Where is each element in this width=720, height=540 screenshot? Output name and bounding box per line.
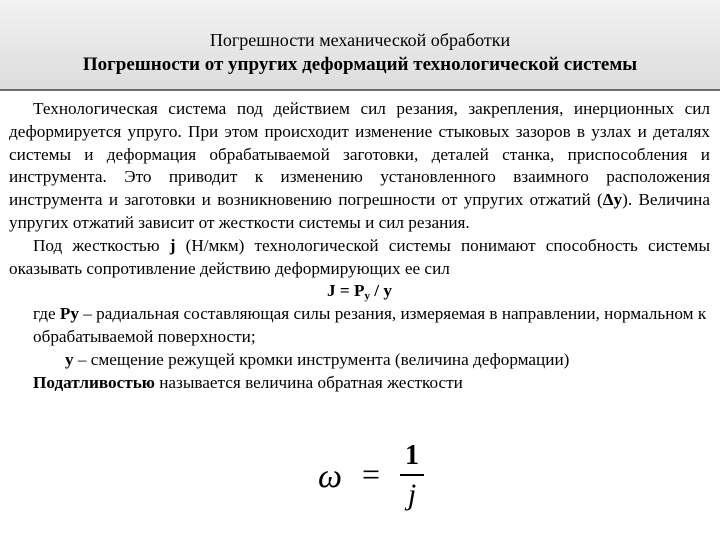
slide-body: [9, 98, 710, 394]
y-rest: – смещение режущей кромки инструмента (величина деформации): [73, 349, 570, 369]
para2-start: Под жесткостью: [33, 235, 170, 255]
slide-title: Погрешности механической обработки: [209, 30, 511, 50]
py-symbol: Py: [59, 304, 79, 324]
where-start: где: [33, 304, 60, 324]
fraction: [400, 440, 424, 512]
slide-subtitle: Погрешности от упругих деформаций технологической системы: [82, 54, 638, 75]
fraction-bar: [400, 474, 424, 476]
slide-header: [0, 0, 720, 91]
formula-J: J = P: [327, 281, 365, 301]
paragraph-system-deformation: [9, 98, 710, 235]
where-rest: – радиальная составляющая силы резания, измеряемая в направлении, нормальном к обрабатываемой поверхности;: [33, 304, 707, 346]
delta-y-symbol: Δy: [602, 190, 623, 210]
compliance-term: Податливостью: [33, 372, 155, 392]
equals-sign: =: [362, 456, 381, 492]
compliance-rest: называется величина обратная жесткости: [154, 372, 463, 392]
fraction-denominator: j: [407, 478, 417, 511]
definition-compliance: [9, 372, 710, 395]
paragraph-stiffness: [9, 235, 710, 281]
para2-rest: (Н/мкм) технологической системы понимают способность системы оказывать сопротивление действию деформирующих ее сил: [9, 235, 710, 278]
definition-y: [9, 349, 710, 372]
fraction-numerator: 1: [405, 440, 419, 471]
header-divider: [0, 89, 720, 91]
stiffness-symbol: j: [169, 235, 176, 255]
para1-end: ). Величина упругих отжатий зависит от жесткости системы и сил резания.: [9, 190, 710, 232]
compliance-formula: [318, 440, 428, 518]
stiffness-formula: [9, 280, 710, 303]
formula-tail: / y: [370, 281, 392, 301]
para1-text: Технологическая система под действием сил резания, закрепления, инерционных сил деформируется упруго. При этом происходит изменение стыковых зазоров в узлах и деталях системы и деформация обрабатываемой заготовки, деталей станка, приспособления и инструмента. Это приводит к изменению установленного взаимного расположения инструмента и заготовки и возникновению погрешности от упругих отжатий (: [9, 99, 710, 210]
y-symbol: y: [65, 349, 74, 369]
definition-py: [9, 303, 710, 349]
formula-subscript: y: [364, 290, 370, 303]
omega-symbol: ω: [318, 458, 343, 495]
